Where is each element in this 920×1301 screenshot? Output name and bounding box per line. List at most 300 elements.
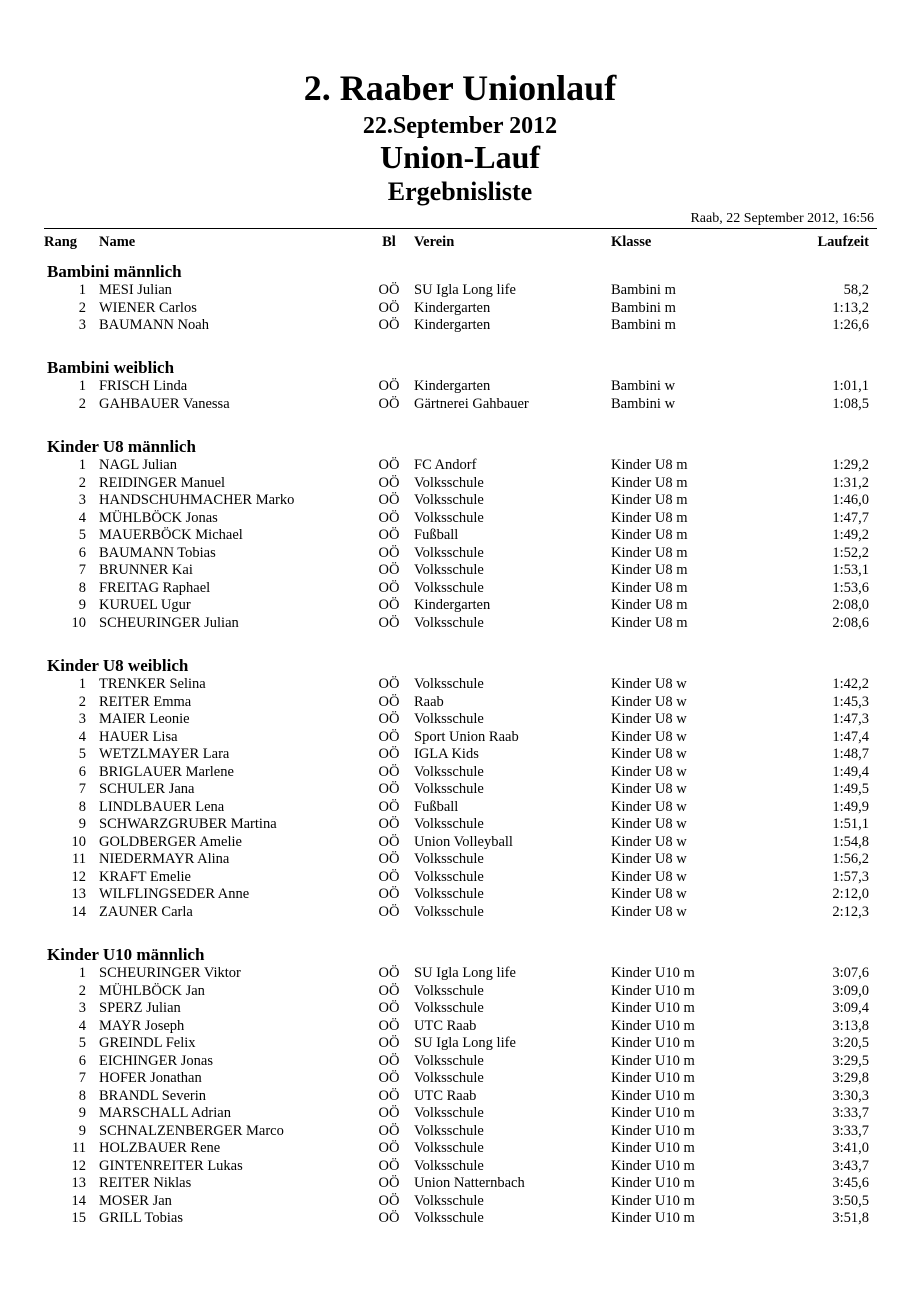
cell-time: 2:08,6 xyxy=(832,614,869,631)
result-row xyxy=(0,596,920,614)
cell-rank: 10 xyxy=(71,614,86,631)
result-row xyxy=(0,509,920,527)
cell-bl: OÖ xyxy=(378,457,400,473)
cell-bl: OÖ xyxy=(378,597,400,613)
cell-time: 1:49,4 xyxy=(832,763,869,780)
cell-club: Kindergarten xyxy=(414,378,491,394)
cell-bl: OÖ xyxy=(378,903,400,920)
cell-rank: 4 xyxy=(78,1017,86,1034)
cell-club: FC Andorf xyxy=(414,457,477,473)
cell-rank: 9 xyxy=(78,597,86,613)
cell-bl: OÖ xyxy=(378,1140,400,1156)
cell-club: Volksschule xyxy=(414,1140,484,1156)
cell-club: Volksschule xyxy=(414,1122,484,1139)
cell-time: 3:51,8 xyxy=(832,1210,869,1226)
cell-time: 3:45,6 xyxy=(832,1175,869,1191)
cell-name: MOSER Jan xyxy=(99,1192,172,1209)
cell-class: Kinder U10 m xyxy=(611,1070,695,1086)
result-row xyxy=(0,780,920,798)
cell-bl: OÖ xyxy=(378,579,400,596)
cell-club: SU Igla Long life xyxy=(414,965,516,981)
cell-bl: OÖ xyxy=(378,886,400,902)
event-date: 22.September 2012 xyxy=(362,113,558,139)
cell-rank: 5 xyxy=(78,527,86,543)
cell-bl: OÖ xyxy=(378,474,400,491)
cell-time: 1:29,2 xyxy=(832,457,869,473)
cell-rank: 3 xyxy=(78,1000,86,1016)
cell-club: Kindergarten xyxy=(414,299,491,316)
cell-club: Union Natternbach xyxy=(414,1175,525,1191)
cell-rank: 14 xyxy=(71,903,86,920)
cell-name: FREITAG Raphael xyxy=(99,579,211,596)
cell-rank: 14 xyxy=(71,1192,86,1209)
cell-name: SCHWARZGRUBER Martina xyxy=(99,816,277,832)
cell-name: SCHEURINGER Julian xyxy=(99,614,239,631)
result-row xyxy=(0,1122,920,1140)
cell-name: SPERZ Julian xyxy=(99,1000,181,1016)
cell-rank: 3 xyxy=(78,492,86,508)
cell-bl: OÖ xyxy=(378,1017,400,1034)
event-title: 2. Raaber Unionlauf xyxy=(303,68,617,108)
cell-class: Kinder U8 m xyxy=(611,474,688,491)
cell-time: 3:29,5 xyxy=(832,1052,869,1069)
cell-name: GINTENREITER Lukas xyxy=(99,1157,243,1174)
cell-time: 1:49,9 xyxy=(832,798,869,815)
cell-name: HAUER Lisa xyxy=(99,728,178,745)
cell-time: 3:33,7 xyxy=(832,1105,869,1121)
cell-name: WETZLMAYER Lara xyxy=(99,746,230,762)
result-row xyxy=(0,1104,920,1122)
cell-rank: 1 xyxy=(78,676,86,692)
cell-class: Kinder U10 m xyxy=(611,1052,695,1069)
cell-name: BAUMANN Noah xyxy=(99,317,209,333)
result-row xyxy=(0,456,920,474)
cell-name: KRAFT Emelie xyxy=(99,868,191,885)
cell-name: GRILL Tobias xyxy=(99,1210,183,1226)
cell-club: Volksschule xyxy=(414,492,484,508)
cell-class: Kinder U8 w xyxy=(611,816,687,832)
cell-bl: OÖ xyxy=(378,1052,400,1069)
category-heading: Kinder U10 männlich xyxy=(47,945,205,964)
cell-class: Kinder U8 w xyxy=(611,728,687,745)
cell-class: Kinder U8 w xyxy=(611,781,687,797)
cell-name: NAGL Julian xyxy=(99,457,177,473)
cell-name: ZAUNER Carla xyxy=(99,903,193,920)
cell-rank: 3 xyxy=(78,317,86,333)
cell-rank: 6 xyxy=(78,763,86,780)
cell-class: Bambini w xyxy=(611,378,676,394)
cell-club: Volksschule xyxy=(414,614,484,631)
cell-club: Volksschule xyxy=(414,579,484,596)
cell-time: 2:12,0 xyxy=(832,886,869,902)
cell-club: Volksschule xyxy=(414,781,484,797)
cell-rank: 6 xyxy=(78,544,86,561)
cell-rank: 11 xyxy=(72,1140,86,1156)
cell-rank: 13 xyxy=(71,1175,86,1191)
place-timestamp: Raab, 22 September 2012, 16:56 xyxy=(690,211,874,226)
cell-time: 3:43,7 xyxy=(832,1157,869,1174)
cell-rank: 1 xyxy=(78,378,86,394)
result-row xyxy=(0,491,920,509)
cell-bl: OÖ xyxy=(378,1087,400,1104)
cell-bl: OÖ xyxy=(378,965,400,981)
result-row xyxy=(0,1069,920,1087)
cell-club: Raab xyxy=(414,693,444,710)
cell-rank: 7 xyxy=(78,781,86,797)
cell-name: MÜHLBÖCK Jan xyxy=(99,982,205,999)
cell-bl: OÖ xyxy=(378,1000,400,1016)
cell-club: Volksschule xyxy=(414,868,484,885)
col-club-header: Verein xyxy=(414,234,455,250)
cell-bl: OÖ xyxy=(378,317,400,333)
cell-time: 1:52,2 xyxy=(832,544,869,561)
cell-class: Kinder U10 m xyxy=(611,1175,695,1191)
cell-bl: OÖ xyxy=(378,1210,400,1226)
cell-rank: 1 xyxy=(78,965,86,981)
cell-time: 1:26,6 xyxy=(832,317,869,333)
result-row xyxy=(0,850,920,868)
result-row xyxy=(0,526,920,544)
cell-time: 3:09,4 xyxy=(832,1000,869,1016)
cell-class: Bambini m xyxy=(611,299,676,316)
cell-rank: 7 xyxy=(78,1070,86,1086)
result-row xyxy=(0,982,920,1000)
cell-class: Kinder U8 m xyxy=(611,614,688,631)
category-heading: Kinder U8 männlich xyxy=(47,437,196,456)
cell-bl: OÖ xyxy=(378,395,400,412)
result-row xyxy=(0,999,920,1017)
cell-name: MAUERBÖCK Michael xyxy=(99,527,243,543)
cell-name: BRANDL Severin xyxy=(99,1087,206,1104)
cell-bl: OÖ xyxy=(378,299,400,316)
cell-class: Kinder U10 m xyxy=(611,1105,695,1121)
cell-rank: 13 xyxy=(71,886,86,902)
column-header-row xyxy=(0,233,920,251)
cell-rank: 4 xyxy=(78,728,86,745)
cell-bl: OÖ xyxy=(378,816,400,832)
cell-club: Volksschule xyxy=(414,562,484,578)
col-rank-header: Rang xyxy=(44,234,78,250)
cell-class: Kinder U8 w xyxy=(611,833,687,850)
cell-bl: OÖ xyxy=(378,1122,400,1139)
cell-name: GREINDL Felix xyxy=(99,1035,196,1051)
cell-rank: 4 xyxy=(78,509,86,526)
cell-rank: 12 xyxy=(71,1157,86,1174)
cell-club: SU Igla Long life xyxy=(414,282,516,298)
result-row xyxy=(0,474,920,492)
cell-class: Kinder U8 w xyxy=(611,798,687,815)
cell-bl: OÖ xyxy=(378,982,400,999)
cell-class: Kinder U10 m xyxy=(611,1000,695,1016)
cell-name: WIENER Carlos xyxy=(99,299,197,316)
col-class-header: Klasse xyxy=(611,234,652,250)
cell-time: 1:31,2 xyxy=(832,474,869,491)
result-row xyxy=(0,815,920,833)
result-row xyxy=(0,1209,920,1227)
result-row xyxy=(0,833,920,851)
cell-class: Kinder U8 w xyxy=(611,886,687,902)
cell-class: Kinder U8 w xyxy=(611,746,687,762)
cell-club: Sport Union Raab xyxy=(414,728,519,745)
result-row xyxy=(0,1157,920,1175)
category-heading: Bambini männlich xyxy=(47,262,182,281)
result-row xyxy=(0,763,920,781)
cell-bl: OÖ xyxy=(378,676,400,692)
cell-name: SCHNALZENBERGER Marco xyxy=(99,1122,284,1139)
cell-club: Volksschule xyxy=(414,1105,484,1121)
cell-bl: OÖ xyxy=(378,492,400,508)
cell-time: 3:07,6 xyxy=(832,965,869,981)
cell-rank: 7 xyxy=(78,562,86,578)
cell-name: TRENKER Selina xyxy=(99,676,206,692)
cell-time: 2:08,0 xyxy=(832,597,869,613)
cell-time: 3:33,7 xyxy=(832,1122,869,1139)
cell-time: 1:51,1 xyxy=(832,816,869,832)
cell-rank: 5 xyxy=(78,746,86,762)
cell-time: 1:01,1 xyxy=(832,378,869,394)
cell-rank: 12 xyxy=(71,868,86,885)
result-row xyxy=(0,614,920,632)
cell-class: Kinder U10 m xyxy=(611,1122,695,1139)
cell-club: Kindergarten xyxy=(414,317,491,333)
cell-club: Volksschule xyxy=(414,816,484,832)
result-row xyxy=(0,561,920,579)
cell-name: REITER Niklas xyxy=(99,1175,192,1191)
cell-club: Volksschule xyxy=(414,711,484,727)
cell-time: 1:49,5 xyxy=(832,781,869,797)
cell-club: Volksschule xyxy=(414,851,484,867)
cell-bl: OÖ xyxy=(378,693,400,710)
cell-class: Kinder U8 w xyxy=(611,693,687,710)
cell-bl: OÖ xyxy=(378,851,400,867)
result-row xyxy=(0,579,920,597)
cell-class: Kinder U8 w xyxy=(611,676,687,692)
cell-club: UTC Raab xyxy=(414,1087,477,1104)
col-time-header: Laufzeit xyxy=(817,234,869,250)
cell-club: Kindergarten xyxy=(414,597,491,613)
cell-class: Kinder U10 m xyxy=(611,1192,695,1209)
cell-club: Volksschule xyxy=(414,763,484,780)
cell-time: 1:48,7 xyxy=(832,746,869,762)
cell-bl: OÖ xyxy=(378,746,400,762)
cell-time: 1:49,2 xyxy=(832,527,869,543)
category-heading: Kinder U8 weiblich xyxy=(47,656,189,675)
result-row xyxy=(0,1139,920,1157)
result-row xyxy=(0,798,920,816)
cell-class: Bambini w xyxy=(611,395,676,412)
cell-club: Fußball xyxy=(414,798,459,815)
cell-club: Volksschule xyxy=(414,1000,484,1016)
cell-rank: 10 xyxy=(71,833,86,850)
cell-bl: OÖ xyxy=(378,527,400,543)
cell-bl: OÖ xyxy=(378,1105,400,1121)
result-row xyxy=(0,728,920,746)
cell-name: BAUMANN Tobias xyxy=(99,544,216,561)
cell-bl: OÖ xyxy=(378,868,400,885)
cell-club: Volksschule xyxy=(414,886,484,902)
cell-rank: 6 xyxy=(78,1052,86,1069)
cell-time: 1:46,0 xyxy=(832,492,869,508)
cell-name: EICHINGER Jonas xyxy=(99,1052,213,1069)
cell-class: Bambini m xyxy=(611,317,676,333)
cell-bl: OÖ xyxy=(378,1035,400,1051)
cell-class: Kinder U8 m xyxy=(611,492,688,508)
cell-rank: 8 xyxy=(78,1087,86,1104)
result-row xyxy=(0,1034,920,1052)
cell-rank: 1 xyxy=(78,282,86,298)
cell-class: Kinder U8 m xyxy=(611,562,688,578)
cell-rank: 2 xyxy=(78,693,86,710)
cell-rank: 9 xyxy=(78,816,86,832)
cell-time: 1:47,7 xyxy=(832,509,869,526)
cell-class: Kinder U8 w xyxy=(611,851,687,867)
cell-time: 3:30,3 xyxy=(832,1087,869,1104)
cell-class: Kinder U8 m xyxy=(611,597,688,613)
cell-name: MAYR Joseph xyxy=(99,1017,185,1034)
cell-bl: OÖ xyxy=(378,1192,400,1209)
cell-name: HOLZBAUER Rene xyxy=(99,1140,221,1156)
cell-bl: OÖ xyxy=(378,763,400,780)
cell-time: 2:12,3 xyxy=(832,903,869,920)
cell-bl: OÖ xyxy=(378,781,400,797)
cell-name: SCHEURINGER Viktor xyxy=(99,965,241,981)
cell-club: Volksschule xyxy=(414,1052,484,1069)
col-bl-header: Bl xyxy=(382,234,396,250)
list-title: Ergebnisliste xyxy=(387,177,533,206)
cell-time: 3:09,0 xyxy=(832,982,869,999)
cell-name: HOFER Jonathan xyxy=(99,1070,202,1086)
result-row xyxy=(0,395,920,413)
cell-club: Volksschule xyxy=(414,1210,484,1226)
cell-bl: OÖ xyxy=(378,728,400,745)
result-row xyxy=(0,316,920,334)
cell-club: Fußball xyxy=(414,527,459,543)
cell-time: 1:53,6 xyxy=(832,579,869,596)
cell-club: Union Volleyball xyxy=(414,833,513,850)
cell-class: Kinder U8 m xyxy=(611,509,688,526)
result-row xyxy=(0,377,920,395)
cell-name: HANDSCHUHMACHER Marko xyxy=(99,492,295,508)
cell-time: 1:47,4 xyxy=(832,728,869,745)
cell-class: Kinder U8 w xyxy=(611,711,687,727)
result-row xyxy=(0,281,920,299)
cell-bl: OÖ xyxy=(378,378,400,394)
result-row xyxy=(0,1052,920,1070)
cell-club: Volksschule xyxy=(414,509,484,526)
cell-time: 3:50,5 xyxy=(832,1192,869,1209)
cell-rank: 2 xyxy=(78,299,86,316)
cell-bl: OÖ xyxy=(378,282,400,298)
cell-bl: OÖ xyxy=(378,798,400,815)
cell-name: MARSCHALL Adrian xyxy=(99,1105,231,1121)
cell-name: REIDINGER Manuel xyxy=(99,474,226,491)
cell-bl: OÖ xyxy=(378,562,400,578)
cell-club: Volksschule xyxy=(414,1070,484,1086)
cell-time: 1:47,3 xyxy=(832,711,869,727)
cell-rank: 15 xyxy=(71,1210,86,1226)
cell-time: 1:56,2 xyxy=(832,851,869,867)
cell-club: Volksschule xyxy=(414,1192,484,1209)
cell-class: Kinder U10 m xyxy=(611,1035,695,1051)
result-row xyxy=(0,675,920,693)
cell-time: 3:13,8 xyxy=(832,1017,869,1034)
cell-bl: OÖ xyxy=(378,544,400,561)
race-title: Union-Lauf xyxy=(379,139,541,175)
cell-rank: 5 xyxy=(78,1035,86,1051)
cell-rank: 8 xyxy=(78,579,86,596)
cell-rank: 11 xyxy=(72,851,86,867)
result-row xyxy=(0,1192,920,1210)
cell-rank: 9 xyxy=(78,1105,86,1121)
result-row xyxy=(0,1087,920,1105)
cell-name: FRISCH Linda xyxy=(99,378,188,394)
cell-name: BRIGLAUER Marlene xyxy=(99,763,234,780)
cell-club: Gärtnerei Gahbauer xyxy=(414,395,529,412)
cell-time: 1:54,8 xyxy=(832,833,869,850)
cell-bl: OÖ xyxy=(378,1070,400,1086)
cell-club: Volksschule xyxy=(414,1157,484,1174)
col-name-header: Name xyxy=(99,234,136,250)
result-row xyxy=(0,693,920,711)
cell-club: Volksschule xyxy=(414,676,484,692)
cell-rank: 1 xyxy=(78,457,86,473)
cell-class: Kinder U8 m xyxy=(611,579,688,596)
cell-class: Kinder U8 m xyxy=(611,527,688,543)
result-row xyxy=(0,964,920,982)
cell-club: Volksschule xyxy=(414,474,484,491)
cell-bl: OÖ xyxy=(378,509,400,526)
cell-club: UTC Raab xyxy=(414,1017,477,1034)
cell-rank: 2 xyxy=(78,395,86,412)
cell-club: IGLA Kids xyxy=(414,746,479,762)
header-divider xyxy=(44,228,877,229)
result-row xyxy=(0,544,920,562)
cell-class: Kinder U10 m xyxy=(611,1087,695,1104)
cell-club: Volksschule xyxy=(414,903,484,920)
cell-class: Kinder U8 m xyxy=(611,457,688,473)
result-row xyxy=(0,745,920,763)
cell-bl: OÖ xyxy=(378,833,400,850)
cell-class: Kinder U8 m xyxy=(611,544,688,561)
cell-time: 1:45,3 xyxy=(832,693,869,710)
category-heading: Bambini weiblich xyxy=(47,358,175,377)
cell-class: Kinder U10 m xyxy=(611,1140,695,1156)
cell-time: 1:53,1 xyxy=(832,562,869,578)
cell-class: Kinder U10 m xyxy=(611,965,695,981)
cell-name: LINDLBAUER Lena xyxy=(99,798,225,815)
result-row xyxy=(0,1174,920,1192)
cell-name: BRUNNER Kai xyxy=(99,562,193,578)
cell-class: Kinder U8 w xyxy=(611,868,687,885)
cell-name: KURUEL Ugur xyxy=(99,597,191,613)
cell-rank: 2 xyxy=(78,474,86,491)
cell-club: Volksschule xyxy=(414,982,484,999)
cell-time: 1:57,3 xyxy=(832,868,869,885)
cell-name: NIEDERMAYR Alina xyxy=(99,851,230,867)
cell-time: 1:13,2 xyxy=(832,299,869,316)
cell-club: Volksschule xyxy=(414,544,484,561)
cell-time: 3:41,0 xyxy=(832,1140,869,1156)
cell-class: Kinder U10 m xyxy=(611,1017,695,1034)
cell-name: REITER Emma xyxy=(99,693,192,710)
cell-name: SCHULER Jana xyxy=(99,781,195,797)
cell-class: Kinder U8 w xyxy=(611,763,687,780)
cell-class: Kinder U10 m xyxy=(611,982,695,999)
cell-time: 3:20,5 xyxy=(832,1035,869,1051)
cell-rank: 9 xyxy=(78,1122,86,1139)
cell-name: MÜHLBÖCK Jonas xyxy=(99,509,218,526)
result-row xyxy=(0,885,920,903)
